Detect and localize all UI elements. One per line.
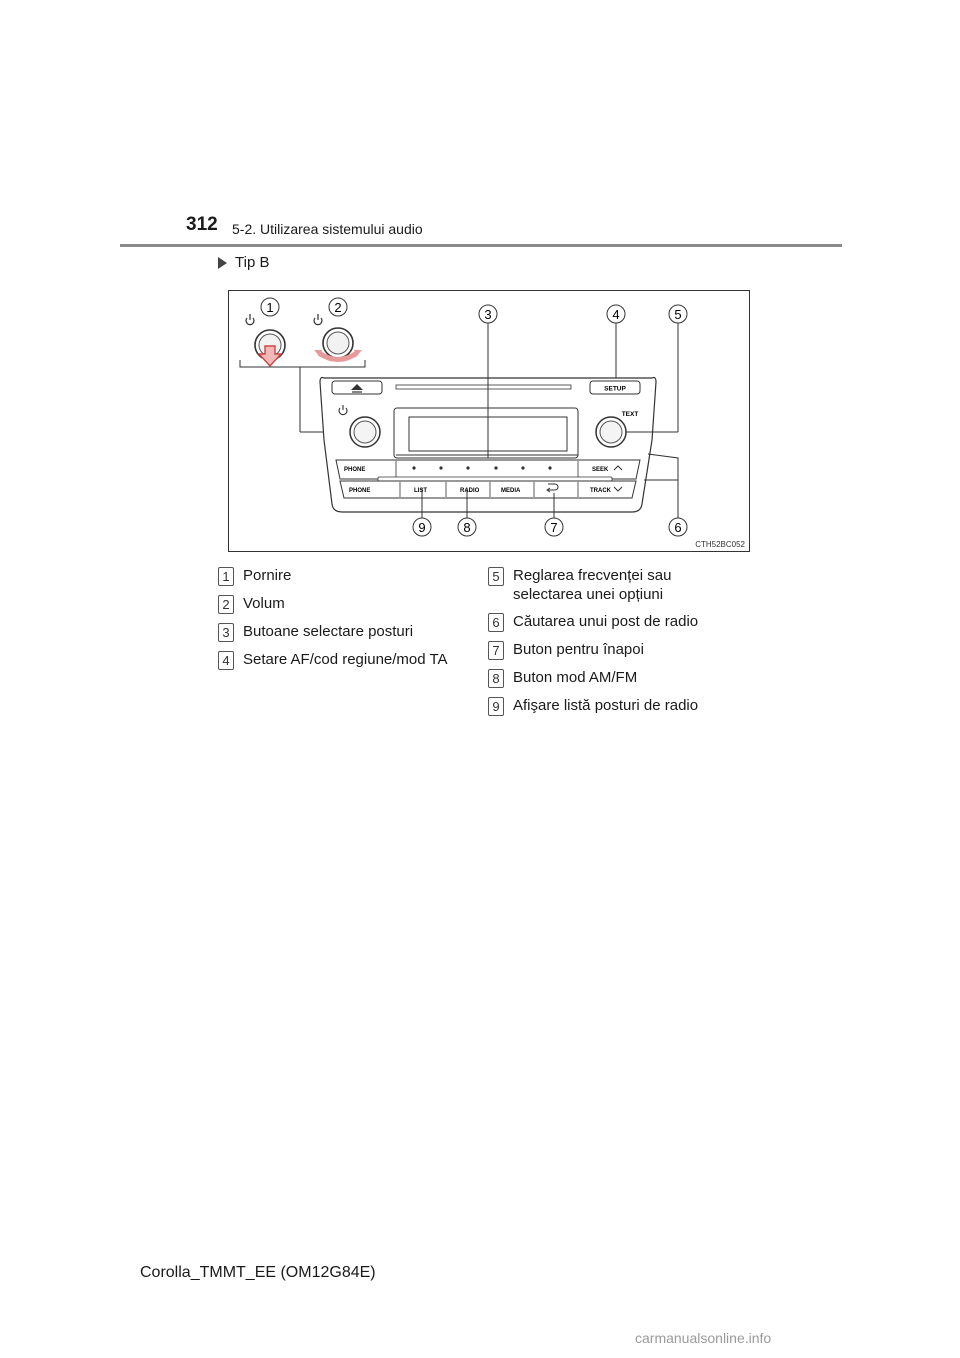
footer-doc-id: Corolla_TMMT_EE (OM12G84E) [140, 1264, 376, 1281]
legend-item [488, 696, 738, 716]
track-label: TRACK [590, 488, 611, 494]
callout-9: 9 [418, 520, 426, 535]
legend-item [488, 612, 738, 632]
legend-text: Pornire [243, 567, 292, 584]
triangle-bullet-icon [218, 257, 227, 269]
legend-item [218, 594, 458, 614]
legend-number: 2 [218, 595, 234, 614]
legend-item [218, 622, 458, 642]
callout-8: 8 [463, 520, 471, 535]
legend-number: 9 [488, 697, 504, 716]
phone-bottom-label: PHONE [349, 488, 371, 494]
callout-6: 6 [674, 520, 682, 535]
legend-number: 5 [488, 567, 504, 586]
legend-left [218, 566, 458, 678]
legend-text: Buton mod AM/FM [513, 669, 638, 686]
callout-4: 4 [612, 307, 620, 322]
legend-item [218, 566, 458, 586]
setup-button-label: SETUP [604, 385, 626, 393]
legend-number: 6 [488, 613, 504, 632]
radio-label: RADIO [460, 488, 480, 494]
legend-number: 8 [488, 669, 504, 688]
legend-number: 7 [488, 641, 504, 660]
legend-text: Buton pentru înapoi [513, 641, 644, 658]
phone-top-label: PHONE [344, 467, 366, 473]
type-label-text: Tip B [235, 254, 270, 271]
callout-7: 7 [550, 520, 558, 535]
media-label: MEDIA [501, 488, 521, 494]
legend-right [488, 566, 738, 724]
callout-1: 1 [266, 300, 274, 315]
legend-item [488, 566, 738, 604]
legend-item [488, 640, 738, 660]
legend-item [488, 668, 738, 688]
legend-text: Butoane selectare posturi [243, 623, 414, 640]
legend-text: Afişare listă posturi de radio [513, 697, 699, 714]
legend-number: 1 [218, 567, 234, 586]
callout-3: 3 [484, 307, 492, 322]
figure-code: CTH52BC052 [695, 540, 745, 549]
legend-number: 4 [218, 651, 234, 670]
header-rule [120, 244, 842, 247]
seek-label: SEEK [592, 467, 609, 473]
legend-text: Volum [243, 595, 285, 612]
callout-5: 5 [674, 307, 682, 322]
page-number: 312 [186, 214, 218, 235]
audio-panel-figure [228, 290, 750, 552]
legend-text: Reglarea frecvenței sau selectarea unei opțiuni [513, 567, 672, 603]
text-button-label: TEXT [621, 411, 639, 418]
section-title: 5-2. Utilizarea sistemului audio [232, 221, 423, 237]
legend-item [218, 650, 458, 670]
type-label [218, 254, 269, 271]
legend-number: 3 [218, 623, 234, 642]
legend-text: Setare AF/cod regiune/mod TA [243, 651, 448, 668]
list-label: LIST [414, 488, 427, 494]
watermark[interactable]: carmanualsonline.info [635, 1330, 772, 1346]
legend-text: Căutarea unui post de radio [513, 613, 699, 630]
callout-2: 2 [334, 300, 342, 315]
